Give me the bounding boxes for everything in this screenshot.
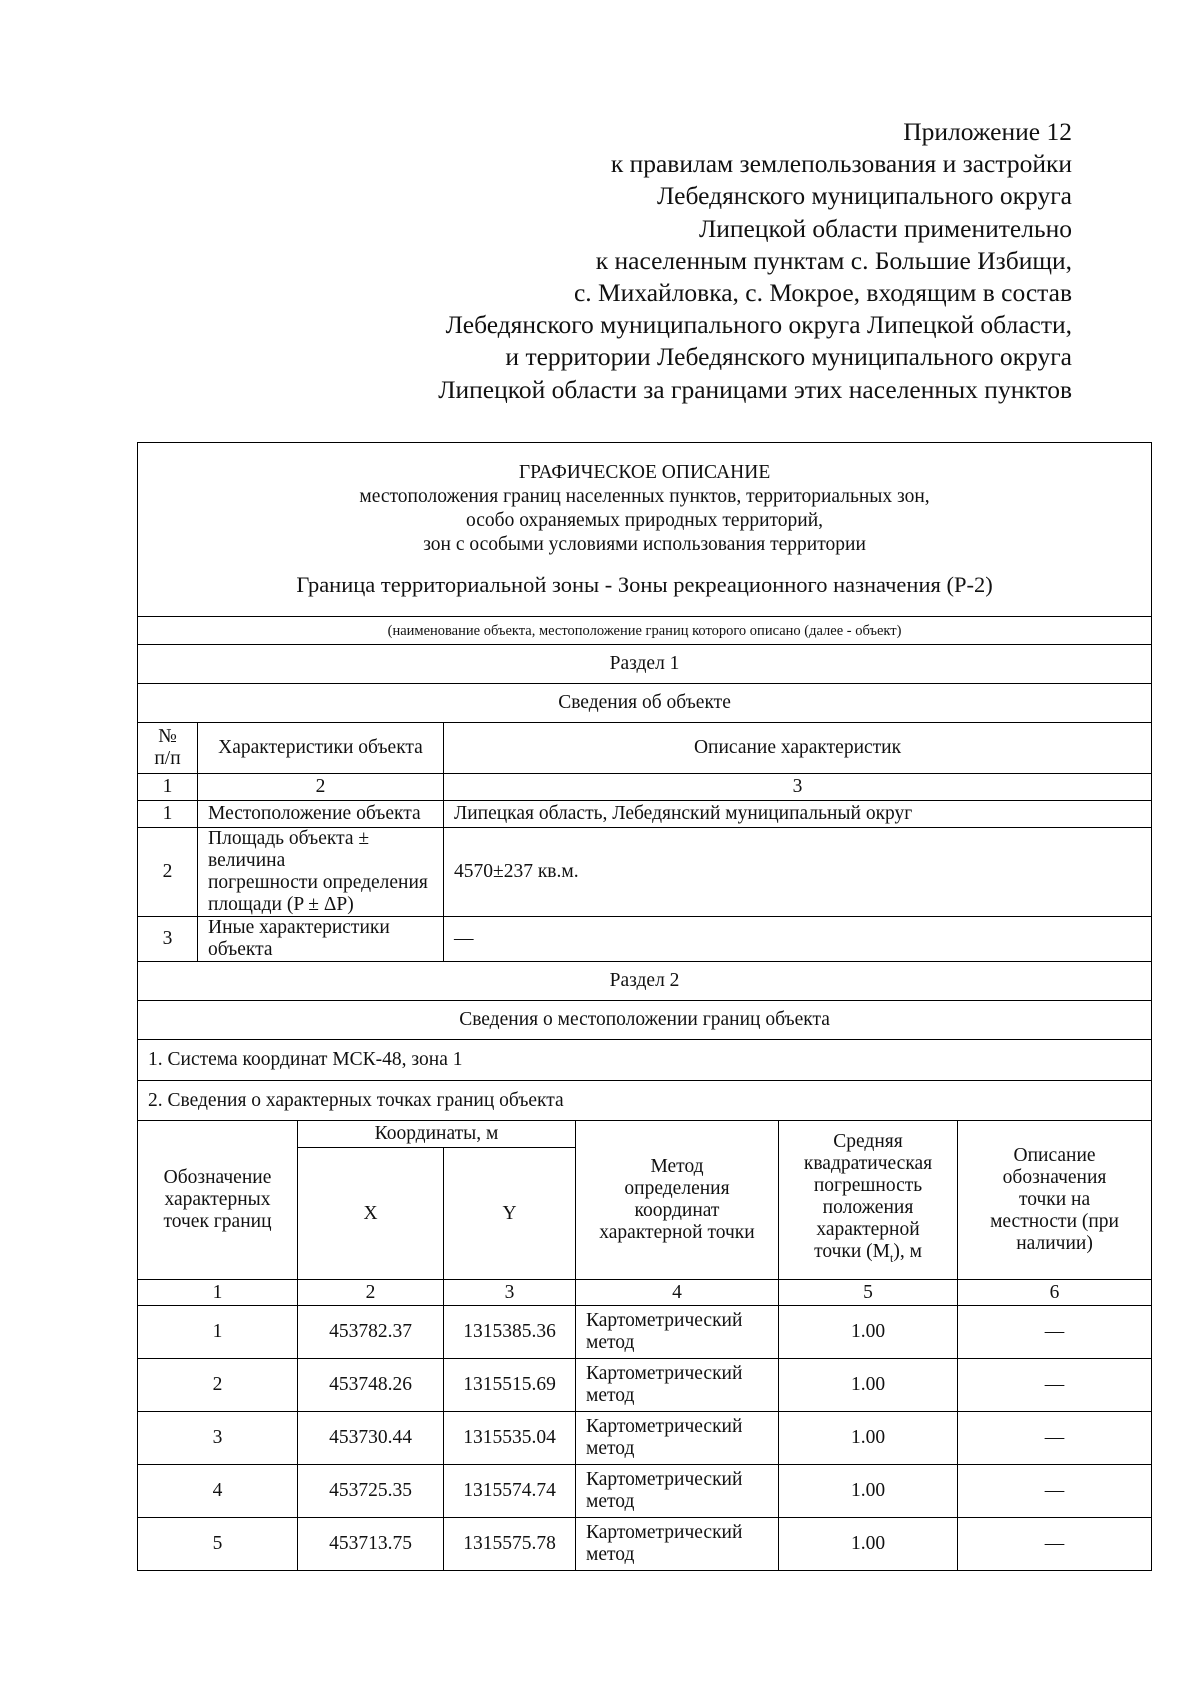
points-title: 2. Сведения о характерных точках границ объекта — [138, 1081, 1152, 1121]
point-id: 4 — [138, 1465, 298, 1518]
point-error: 1.00 — [779, 1412, 958, 1465]
point-id: 3 — [138, 1412, 298, 1465]
col-header-x: X — [298, 1148, 444, 1280]
header-line: Липецкой области за границами этих населенных пунктов — [438, 374, 1072, 404]
point-y: 1315575.78 — [444, 1518, 576, 1571]
col-header-characteristic: Характеристики объекта — [198, 723, 444, 774]
header-line: с. Михайловка, с. Мокрое, входящим в состав — [573, 278, 1072, 308]
point-y: 1315574.74 — [444, 1465, 576, 1518]
section2-subtitle: Сведения о местоположении границ объекта — [138, 1001, 1152, 1040]
other-value: — — [444, 917, 1152, 962]
point-description: — — [958, 1359, 1152, 1412]
point-method: Картометрический метод — [576, 1412, 779, 1465]
header-line: Лебедянского муниципального округа — [657, 181, 1072, 211]
title-subline: зон с особыми условиями использования территории — [423, 533, 866, 555]
table-row: 1 Местоположение объекта Липецкая область, Лебедянский муниципальный округ — [138, 801, 1152, 828]
appendix-header — [438, 116, 1072, 406]
column-number: 5 — [779, 1280, 958, 1306]
table-row — [138, 1412, 1152, 1465]
table-row — [138, 1306, 1152, 1359]
location-value: Липецкая область, Лебедянский муниципальный округ — [444, 801, 1152, 828]
col-header-y: Y — [444, 1148, 576, 1280]
point-x: 453725.35 — [298, 1465, 444, 1518]
object-name: Граница территориальной зоны - Зоны рекреационного назначения (Р-2) — [296, 571, 993, 597]
point-id: 5 — [138, 1518, 298, 1571]
point-description: — — [958, 1518, 1152, 1571]
area-value: 4570±237 кв.м. — [444, 828, 1152, 917]
point-x: 453713.75 — [298, 1518, 444, 1571]
title-subline: особо охраняемых природных территорий, — [466, 509, 824, 531]
point-description: — — [958, 1465, 1152, 1518]
table-row: 3 Иные характеристики объекта — — [138, 917, 1152, 962]
point-method: Картометрический метод — [576, 1359, 779, 1412]
title-heading: ГРАФИЧЕСКОЕ ОПИСАНИЕ — [518, 461, 771, 483]
col-header-description: Описание характеристик — [444, 723, 1152, 774]
point-method: Картометрический метод — [576, 1306, 779, 1359]
col-header-number: № п/п — [138, 723, 198, 774]
point-description: — — [958, 1412, 1152, 1465]
column-number: 3 — [444, 774, 1152, 801]
header-line: и территории Лебедянского муниципального округа — [505, 342, 1072, 372]
point-error: 1.00 — [779, 1518, 958, 1571]
point-method: Картометрический метод — [576, 1518, 779, 1571]
header-line: к правилам землепользования и застройки — [610, 149, 1072, 179]
characteristic-area: Площадь объекта ± величина погрешности определения площади (P ± ΔP) — [198, 828, 444, 917]
table-row — [138, 1518, 1152, 1571]
table-row — [138, 1359, 1152, 1412]
section1-subtitle: Сведения об объекте — [138, 684, 1152, 723]
point-id: 2 — [138, 1359, 298, 1412]
point-x: 453730.44 — [298, 1412, 444, 1465]
point-x: 453782.37 — [298, 1306, 444, 1359]
characteristic-other: Иные характеристики объекта — [198, 917, 444, 962]
section1-title: Раздел 1 — [138, 645, 1152, 684]
column-number: 1 — [138, 774, 198, 801]
column-number: 2 — [198, 774, 444, 801]
table-row: 2 Площадь объекта ± величина погрешности определения площади (P ± ΔP) 4570±237 кв.м. — [138, 828, 1152, 917]
column-number: 6 — [958, 1280, 1152, 1306]
point-x: 453748.26 — [298, 1359, 444, 1412]
column-number: 1 — [138, 1280, 298, 1306]
object-name-note: (наименование объекта, местоположение границ которого описано (далее - объект) — [138, 617, 1152, 645]
header-line: к населенным пунктам с. Большие Избищи, — [595, 245, 1072, 275]
point-description: — — [958, 1306, 1152, 1359]
characteristic-location: Местоположение объекта — [198, 801, 444, 828]
title-subline: местоположения границ населенных пунктов, территориальных зон, — [359, 485, 930, 507]
table-row — [138, 1465, 1152, 1518]
col-header-coordinates: Координаты, м — [298, 1121, 576, 1148]
point-method: Картометрический метод — [576, 1465, 779, 1518]
document-title — [138, 443, 1152, 617]
point-error: 1.00 — [779, 1306, 958, 1359]
column-number: 2 — [298, 1280, 444, 1306]
coordinate-system: 1. Система координат МСК-48, зона 1 — [138, 1040, 1152, 1081]
header-line: Липецкой области применительно — [698, 213, 1072, 243]
point-id: 1 — [138, 1306, 298, 1359]
column-number: 4 — [576, 1280, 779, 1306]
point-y: 1315385.36 — [444, 1306, 576, 1359]
col-header-point-description: Описание обозначения точки на местности (при наличии) — [958, 1121, 1152, 1280]
point-error: 1.00 — [779, 1465, 958, 1518]
point-y: 1315535.04 — [444, 1412, 576, 1465]
header-line: Приложение 12 — [903, 117, 1072, 146]
graphic-description-table — [137, 442, 1152, 1571]
col-header-error: Средняя квадратическая погрешность положения характерной точки $(M_t)$, м — [779, 1121, 958, 1280]
section2-title: Раздел 2 — [138, 962, 1152, 1001]
header-line: Лебедянского муниципального округа Липецкой области, — [445, 310, 1072, 340]
col-header-point: Обозначение характерных точек границ — [138, 1121, 298, 1280]
column-number: 3 — [444, 1280, 576, 1306]
point-y: 1315515.69 — [444, 1359, 576, 1412]
col-header-method: Метод определения координат характерной точки — [576, 1121, 779, 1280]
point-error: 1.00 — [779, 1359, 958, 1412]
